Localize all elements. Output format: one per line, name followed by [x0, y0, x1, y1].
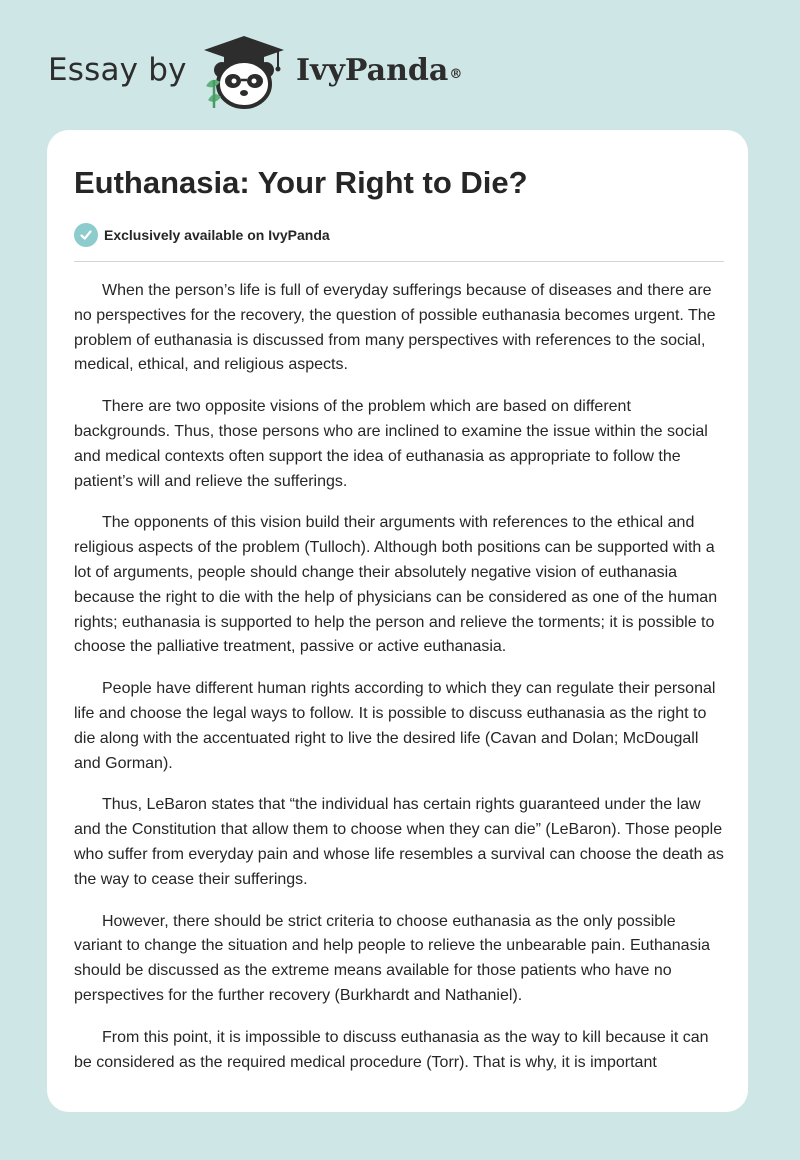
brand-name: IvyPanda® — [296, 53, 463, 88]
brand-prefix: Essay by — [48, 52, 187, 88]
paragraph: When the person’s life is full of everyday sufferings because of diseases and there are no perspectives for the recovery, the question of possible euthanasia becomes urgent. The problem of euthanasia is discussed from many perspectives with references to the social, medical, ethical, and religious aspects. — [74, 282, 716, 374]
essay-body — [74, 279, 726, 1092]
paragraph: From this point, it is impossible to discuss euthanasia as the way to kill because it can be considered as the required medical procedure (Torr). That is why, it is important — [74, 1028, 709, 1071]
paragraph: However, there should be strict criteria to choose euthanasia as the only possible variant to change the situation and help people to relieve the unbearable pain. Euthanasia should be discussed as the extreme means available for those patients who have no perspectives for the further recovery (Burkhardt and Nathaniel). — [74, 912, 711, 1004]
exclusive-text: Exclusively available on IvyPanda — [104, 227, 330, 243]
exclusive-badge — [74, 222, 330, 248]
essay-card — [47, 130, 748, 1112]
paragraph: There are two opposite visions of the problem which are based on different backgrounds. Thus, those persons who are inclined to examine the issue within the social and medical contexts often support the idea of euthanasia as appropriate to follow the patient’s will and relieve the sufferings. — [74, 398, 708, 490]
divider — [74, 261, 724, 262]
registered-mark: ® — [449, 67, 463, 82]
panda-graduate-icon[interactable] — [198, 34, 290, 110]
paragraph: Thus, LeBaron states that “the individual has certain rights guaranteed under the law and the Constitution that allow them to choose when they can die” (LeBaron). Those people who suffer from everyday pain and whose life resembles a survival can choose the death as the way to cease their sufferings. — [74, 796, 724, 888]
paragraph: People have different human rights according to which they can regulate their personal life and choose the legal ways to follow. It is possible to discuss euthanasia as the right to die along with the accentuated right to live the desired life (Cavan and Dolan; McDougall and Gorman). — [74, 680, 716, 772]
paragraph: The opponents of this vision build their arguments with references to the ethical and religious aspects of the problem (Tulloch). Although both positions can be supported with a lot of arguments, people should change their absolutely negative vision of euthanasia because the right to die with the help of physicians can be considered as one of the human rights; euthanasia is supported to help the person and relieve the torments; it is possible to choose the palliative treatment, passive or active euthanasia. — [74, 514, 718, 656]
check-circle-icon — [74, 223, 98, 247]
page-title: Euthanasia: Your Right to Die? — [74, 165, 528, 200]
site-header — [0, 0, 800, 130]
